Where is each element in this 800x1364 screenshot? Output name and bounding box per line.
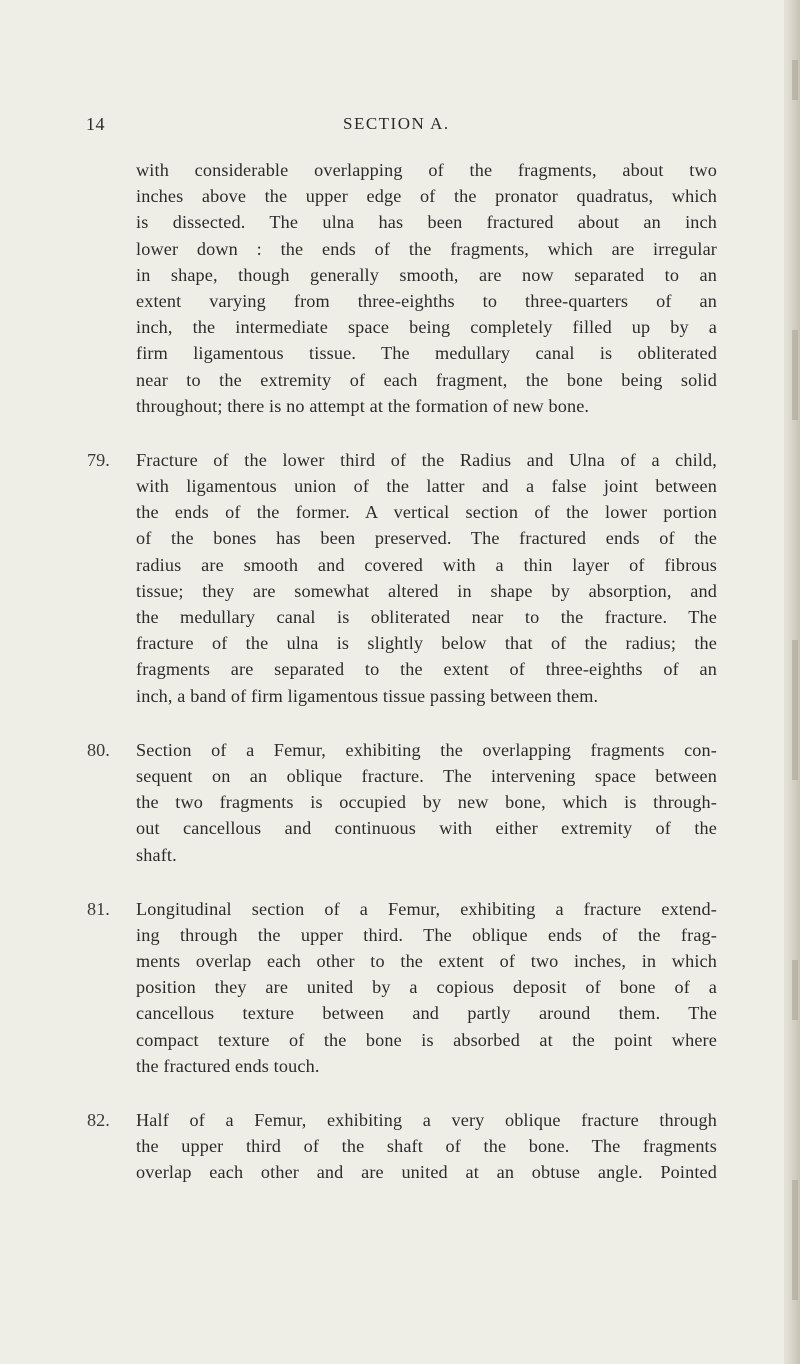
text-line: shaft.	[136, 844, 177, 865]
entry-number: 81.	[87, 898, 110, 919]
text-line: the medullary canal is obliterated near to the fracture. The	[136, 607, 717, 627]
specimen-entry-82	[87, 1107, 717, 1186]
text-line: lower down : the ends of the fragments, which are irregular	[136, 238, 717, 259]
text-line: position they are united by a copious deposit of bone of a	[136, 977, 717, 998]
text-line: Longitudinal section of a Femur, exhibiting a fracture extend-	[136, 898, 717, 919]
text-line: Half of a Femur, exhibiting a very oblique fracture through	[136, 1110, 717, 1130]
entry-number: 79.	[87, 449, 110, 470]
text-line: fracture of the ulna is slightly below that of the radius; the	[136, 633, 717, 654]
text-line: the ends of the former. A vertical section of the lower portion	[136, 502, 717, 523]
entry-number: 82.	[87, 1110, 110, 1130]
text-line: compact texture of the bone is absorbed at the point where	[136, 1029, 717, 1050]
text-line: Section of a Femur, exhibiting the overlapping fragments con-	[136, 739, 717, 760]
specimen-entry-81	[87, 896, 717, 1079]
text-line: radius are smooth and covered with a thin layer of fibrous	[136, 554, 717, 575]
text-line: Fracture of the lower third of the Radius and Ulna of a child,	[136, 449, 717, 470]
edge-discoloration	[792, 960, 798, 1020]
text-line: ments overlap each other to the extent of two inches, in which	[136, 951, 717, 972]
edge-discoloration	[792, 1180, 798, 1300]
edge-discoloration	[792, 330, 798, 420]
text-line: of the bones has been preserved. The fractured ends of the	[136, 528, 717, 549]
text-line: the upper third of the shaft of the bone. The fragments	[136, 1136, 717, 1157]
entry-number: 80.	[87, 739, 110, 760]
page-edge-shadow	[784, 0, 800, 1364]
text-line: out cancellous and continuous with either extremity of the	[136, 818, 717, 839]
text-line: with considerable overlapping of the fragments, about two	[136, 160, 717, 180]
text-line: inch, the intermediate space being completely filled up by a	[136, 317, 717, 338]
text-line: overlap each other and are united at an obtuse angle. Pointed	[136, 1162, 717, 1183]
paragraph-continued	[87, 157, 717, 419]
text-line: firm ligamentous tissue. The medullary canal is obliterated	[136, 343, 717, 364]
page-number: 14	[86, 114, 105, 134]
running-head	[0, 114, 786, 138]
text-line: the two fragments is occupied by new bone, which is through-	[136, 792, 717, 813]
text-line: inches above the upper edge of the pronator quadratus, which	[136, 186, 717, 207]
text-line: extent varying from three-eighths to three-quarters of an	[136, 290, 717, 311]
section-title: SECTION A.	[343, 114, 450, 133]
text-line: in shape, though generally smooth, are now separated to an	[136, 264, 717, 285]
text-line: is dissected. The ulna has been fractured about an inch	[136, 212, 717, 233]
body-text	[87, 157, 717, 1214]
text-line: near to the extremity of each fragment, the bone being solid	[136, 369, 717, 390]
edge-discoloration	[792, 640, 798, 780]
text-line: cancellous texture between and partly around them. The	[136, 1003, 717, 1024]
text-line: tissue; they are somewhat altered in shape by absorption, and	[136, 580, 717, 601]
text-line: throughout; there is no attempt at the formation of new bone.	[136, 395, 590, 416]
text-line: ing through the upper third. The oblique ends of the frag-	[136, 924, 717, 945]
text-line: with ligamentous union of the latter and a false joint between	[136, 476, 717, 497]
text-line: inch, a band of firm ligamentous tissue passing between them.	[136, 685, 599, 706]
text-line: the fractured ends touch.	[136, 1055, 320, 1076]
text-line: fragments are separated to the extent of three-eighths of an	[136, 659, 717, 680]
edge-discoloration	[792, 60, 798, 100]
specimen-entry-79	[87, 447, 717, 709]
specimen-entry-80	[87, 737, 717, 868]
text-line: sequent on an oblique fracture. The intervening space between	[136, 765, 717, 786]
